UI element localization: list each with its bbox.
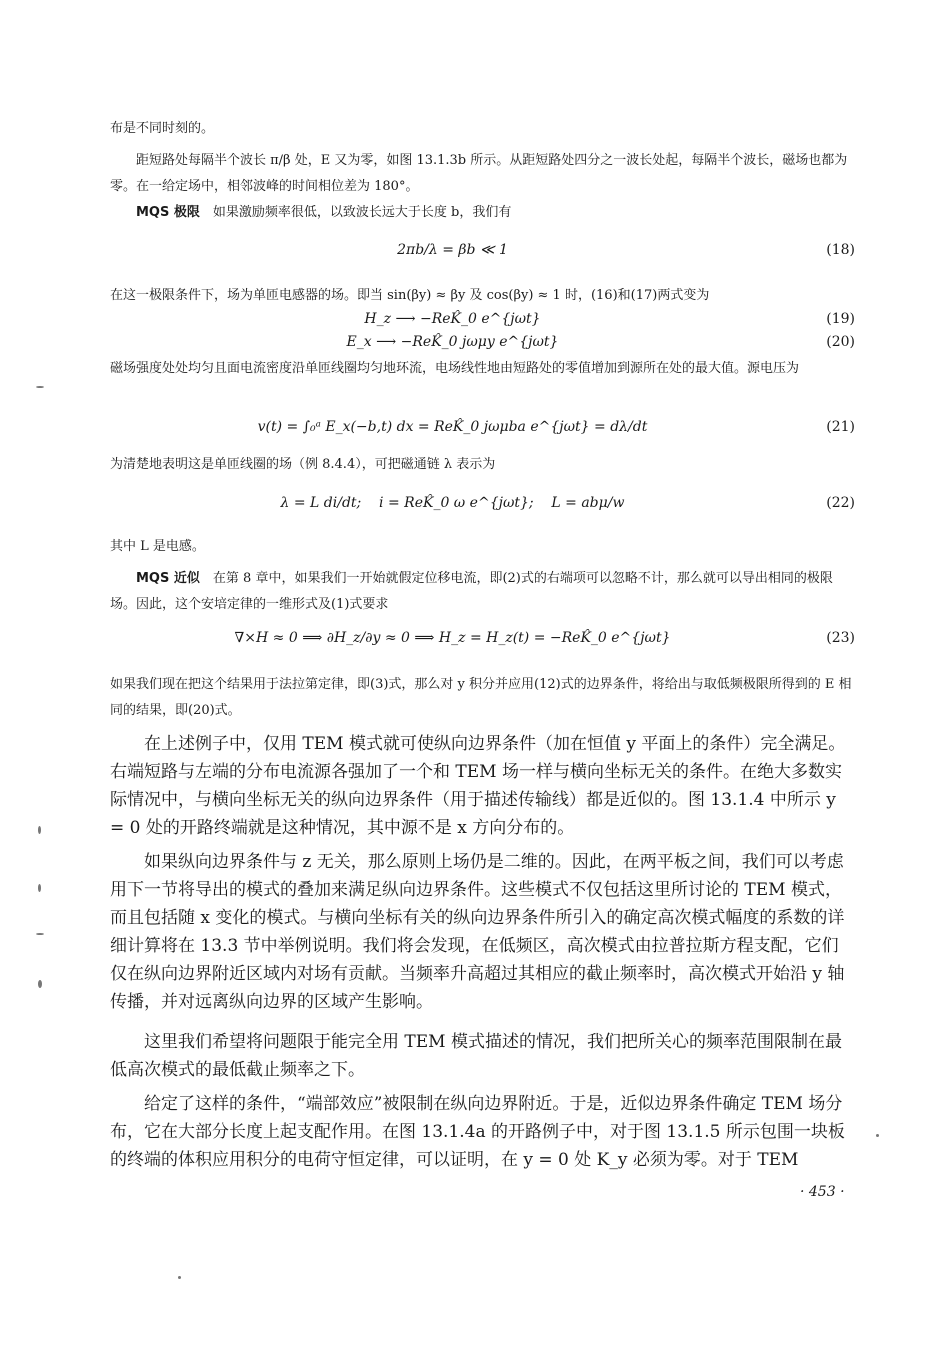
equation-23-body: ∇×H ≈ 0 ⟹ ∂H_z/∂y ≈ 0 ⟹ H_z = H_z(t) = −ReK̂_0 e^{jωt}: [234, 630, 671, 646]
mqs-approx-heading: MQS 近似: [136, 571, 200, 586]
paragraph-8-text: 在第 8 章中，如果我们一开始就假定位移电流，即(2)式的右端项可以忽略不计，那么就可以导出相同的极限场。因此，这个安培定律的一维形式及(1)式要求: [110, 571, 833, 612]
scan-speck: [876, 1134, 879, 1137]
paragraph-10: 在上述例子中，仅用 TEM 模式就可使纵向边界条件（加在恒值 y 平面上的条件）完全满足。右端短路与左端的分布电流源各强加了一个和 TEM 场一样与横向坐标无关的条件。在绝大多数实际情况中，与横向坐标无关的纵向边界条件（用于描述传输线）都是近似的。图 13.1.4 中所示 y = 0 处的开路终端就是这种情况，其中源不是 x 方向分布的。: [110, 734, 846, 838]
equation-19: [110, 307, 855, 331]
equation-22: [110, 481, 855, 525]
paragraph-9: 如果我们现在把这个结果用于法拉第定律，即(3)式，那么对 y 积分并应用(12)式的边界条件，将给出与取低频极限所得到的 E 相同的结果，即(20)式。: [110, 677, 852, 718]
equation-19-number: (19): [826, 311, 855, 327]
equation-20-body: E_x ⟶ −ReK̂_0 jωμy e^{jωt}: [346, 334, 559, 350]
equation-21-number: (21): [826, 419, 855, 435]
equation-22-number: (22): [826, 495, 855, 511]
paragraph-12: 这里我们希望将问题限于能完全用 TEM 模式描述的情况，我们把所关心的频率范围限制在最低高次模式的最低截止频率之下。: [110, 1032, 842, 1080]
paragraph-2: 距短路处每隔半个波长 π/β 处，E 又为零，如图 13.1.3b 所示。从距短路处四分之一波长处起，每隔半个波长，磁场也都为零。在一给定场中，相邻波峰的时间相位差为 180°。: [110, 153, 848, 194]
scan-speck: [38, 884, 41, 892]
paragraph-4: 在这一极限条件下，场为单匝电感器的场。即当 sin(βy) ≈ βy 及 cos(βy) ≈ 1 时，(16)和(17)两式变为: [110, 288, 710, 303]
paragraph-3-text: 如果激励频率很低，以致波长远大于长度 b，我们有: [212, 205, 512, 220]
equation-20: [110, 330, 855, 354]
page-number: · 453 ·: [800, 1184, 845, 1200]
equation-22-body: λ = L di/dt; i = ReK̂_0 ω e^{jωt}; L = abμ/w: [280, 495, 625, 511]
equation-18: [110, 228, 855, 272]
scan-speck: [38, 980, 42, 988]
paragraph-5: 磁场强度处处均匀且面电流密度沿单匝线圈均匀地环流，电场线性地由短路处的零值增加到源所在处的最大值。源电压为: [110, 361, 800, 376]
equation-18-body: 2πb/λ = βb ≪ 1: [397, 242, 508, 258]
equation-19-body: H_z ⟶ −ReK̂_0 e^{jωt}: [364, 311, 541, 327]
paragraph-13: 给定了这样的条件，“端部效应”被限制在纵向边界附近。于是，近似边界条件确定 TEM 场分布，它在大部分长度上起支配作用。在图 13.1.4a 的开路例子中，对于图 13.1.5 所示包围一块板的终端的体积应用积分的电荷守恒定律，可以证明，在 y = 0 处 K_y 必须为零。对于 TEM: [110, 1094, 845, 1170]
paragraph-8: [110, 566, 855, 618]
scan-speck: [36, 386, 44, 388]
scan-speck: [36, 933, 44, 935]
paragraph-3: [110, 200, 855, 226]
paragraph-6: 为清楚地表明这是单匝线圈的场（例 8.4.4），可把磁通链 λ 表示为: [110, 457, 496, 472]
scan-speck: [178, 1276, 181, 1279]
mqs-limit-heading: MQS 极限: [136, 205, 200, 220]
equation-23: [110, 616, 855, 660]
paragraph-11: 如果纵向边界条件与 z 无关，那么原则上场仍是二维的。因此，在两平板之间，我们可以考虑用下一节将导出的模式的叠加来满足纵向边界条件。这些模式不仅包括这里所讨论的 TEM 模式，而且包括随 x 变化的模式。与横向坐标有关的纵向边界条件所引入的确定高次模式幅度的系数的详细计算将在 13.3 节中举例说明。我们将会发现，在低频区，高次模式由拉普拉斯方程支配，它们仅在纵向边界附近区域内对场有贡献。当频率升高超过其相应的截止频率时，高次模式开始沿 y 轴传播，并对远离纵向边界的区域产生影响。: [110, 852, 845, 1012]
equation-20-number: (20): [826, 334, 855, 350]
equation-23-number: (23): [826, 630, 855, 646]
equation-18-number: (18): [826, 242, 855, 258]
paragraph-7: 其中 L 是电感。: [110, 539, 205, 554]
equation-21: [110, 405, 855, 449]
equation-21-body: v(t) = ∫₀ᵃ E_x(−b,t) dx = ReK̂_0 jωμba e^{jωt} = dλ/dt: [257, 419, 648, 435]
paragraph-1: 布是不同时刻的。: [110, 121, 215, 136]
scan-speck: [38, 826, 41, 834]
